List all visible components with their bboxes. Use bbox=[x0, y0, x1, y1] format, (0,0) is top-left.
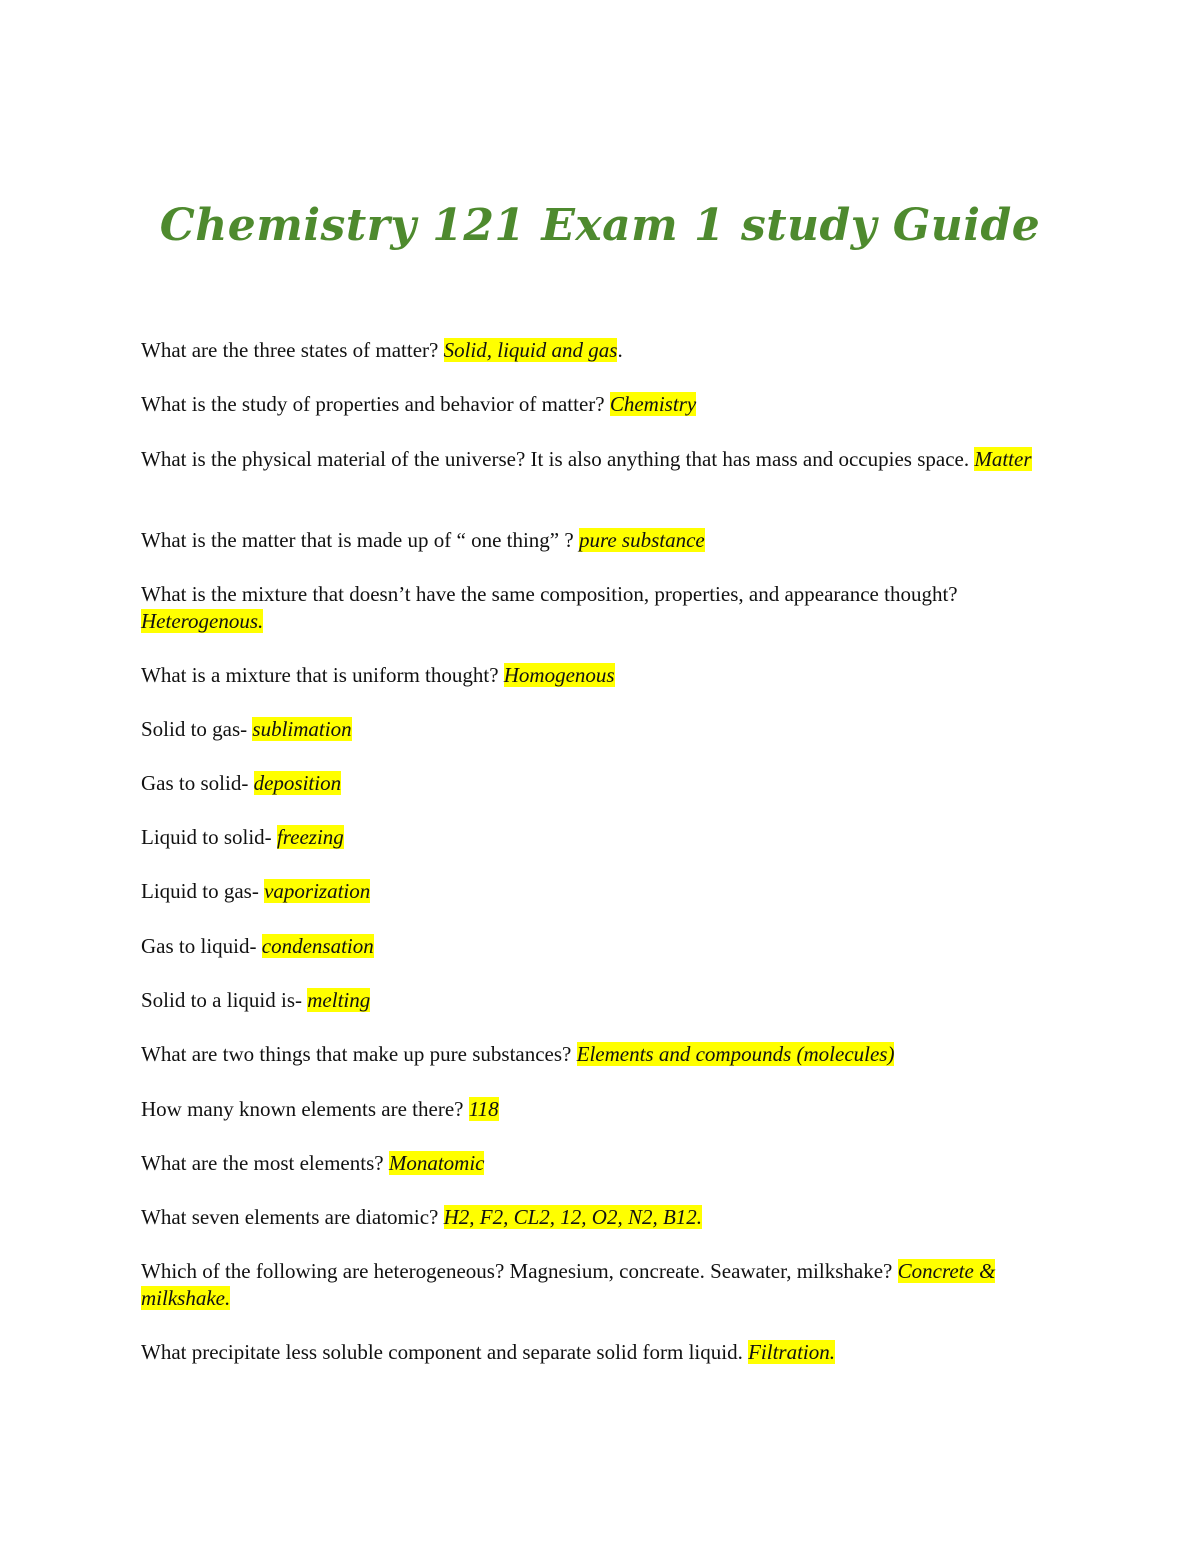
answer-suffix: . bbox=[617, 338, 623, 362]
qa-item bbox=[141, 1041, 1071, 1068]
qa-item bbox=[141, 716, 1071, 743]
question-text: What is the matter that is made up of “ one thing” ? bbox=[141, 528, 579, 552]
question-text: Liquid to solid- bbox=[141, 825, 277, 849]
answer-highlight: pure substance bbox=[578, 528, 705, 552]
document-title: Chemistry 121 Exam 1 study Guide bbox=[159, 200, 1041, 251]
answer-highlight: Heterogenous. bbox=[141, 609, 264, 633]
answer-highlight: vaporization bbox=[264, 879, 371, 903]
qa-item bbox=[141, 662, 1071, 689]
answer-highlight: Elements and compounds (molecules) bbox=[576, 1042, 895, 1066]
question-text: What is the mixture that doesn’t have the same composition, properties, and appearance thought? bbox=[141, 582, 958, 606]
answer-highlight: melting bbox=[307, 988, 371, 1012]
answer-highlight: Chemistry bbox=[609, 392, 697, 416]
answer-highlight: condensation bbox=[261, 934, 374, 958]
question-text: What are the three states of matter? bbox=[141, 338, 444, 362]
question-text: What seven elements are diatomic? bbox=[141, 1205, 444, 1229]
answer-highlight: Monatomic bbox=[388, 1151, 485, 1175]
question-text: What is the physical material of the universe? It is also anything that has mass and occupies space. bbox=[141, 447, 975, 471]
question-text: Which of the following are heterogeneous? Magnesium, concreate. Seawater, milkshake? bbox=[141, 1259, 898, 1283]
question-text: Solid to a liquid is- bbox=[141, 988, 308, 1012]
answer-highlight: Concrete & milkshake. bbox=[141, 1259, 996, 1310]
answer-highlight: H2, F2, CL2, 12, O2, N2, B12. bbox=[443, 1205, 703, 1229]
qa-item bbox=[141, 527, 1071, 554]
question-text: What is a mixture that is uniform thought? bbox=[141, 663, 504, 687]
qa-item bbox=[141, 1096, 1071, 1123]
question-text: What precipitate less soluble component and separate solid form liquid. bbox=[141, 1340, 749, 1364]
qa-item bbox=[141, 391, 1071, 418]
question-text: Gas to liquid- bbox=[141, 934, 262, 958]
question-text: What is the study of properties and behavior of matter? bbox=[141, 392, 610, 416]
answer-highlight: freezing bbox=[276, 825, 344, 849]
answer-highlight: Homogenous bbox=[503, 663, 615, 687]
qa-item bbox=[141, 1339, 1071, 1366]
qa-item bbox=[141, 1150, 1071, 1177]
question-text: How many known elements are there? bbox=[141, 1097, 469, 1121]
qa-item bbox=[141, 770, 1071, 797]
answer-highlight: Matter bbox=[974, 447, 1032, 471]
qa-item bbox=[141, 987, 1071, 1014]
qa-item bbox=[141, 337, 1071, 364]
answer-highlight: 118 bbox=[468, 1097, 499, 1121]
answer-highlight: Filtration. bbox=[748, 1340, 836, 1364]
qa-item bbox=[141, 1204, 1071, 1231]
question-text: Solid to gas- bbox=[141, 717, 253, 741]
answer-highlight: deposition bbox=[253, 771, 342, 795]
qa-item bbox=[141, 824, 1071, 851]
question-text: Gas to solid- bbox=[141, 771, 254, 795]
qa-item bbox=[141, 446, 1071, 473]
question-text: Liquid to gas- bbox=[141, 879, 265, 903]
question-text: What are the most elements? bbox=[141, 1151, 389, 1175]
answer-highlight: sublimation bbox=[252, 717, 352, 741]
qa-item bbox=[141, 581, 1071, 635]
qa-item bbox=[141, 933, 1071, 960]
question-text: What are two things that make up pure substances? bbox=[141, 1042, 577, 1066]
qa-item bbox=[141, 878, 1071, 905]
answer-highlight: Solid, liquid and gas bbox=[443, 338, 618, 362]
qa-item bbox=[141, 1258, 1071, 1312]
